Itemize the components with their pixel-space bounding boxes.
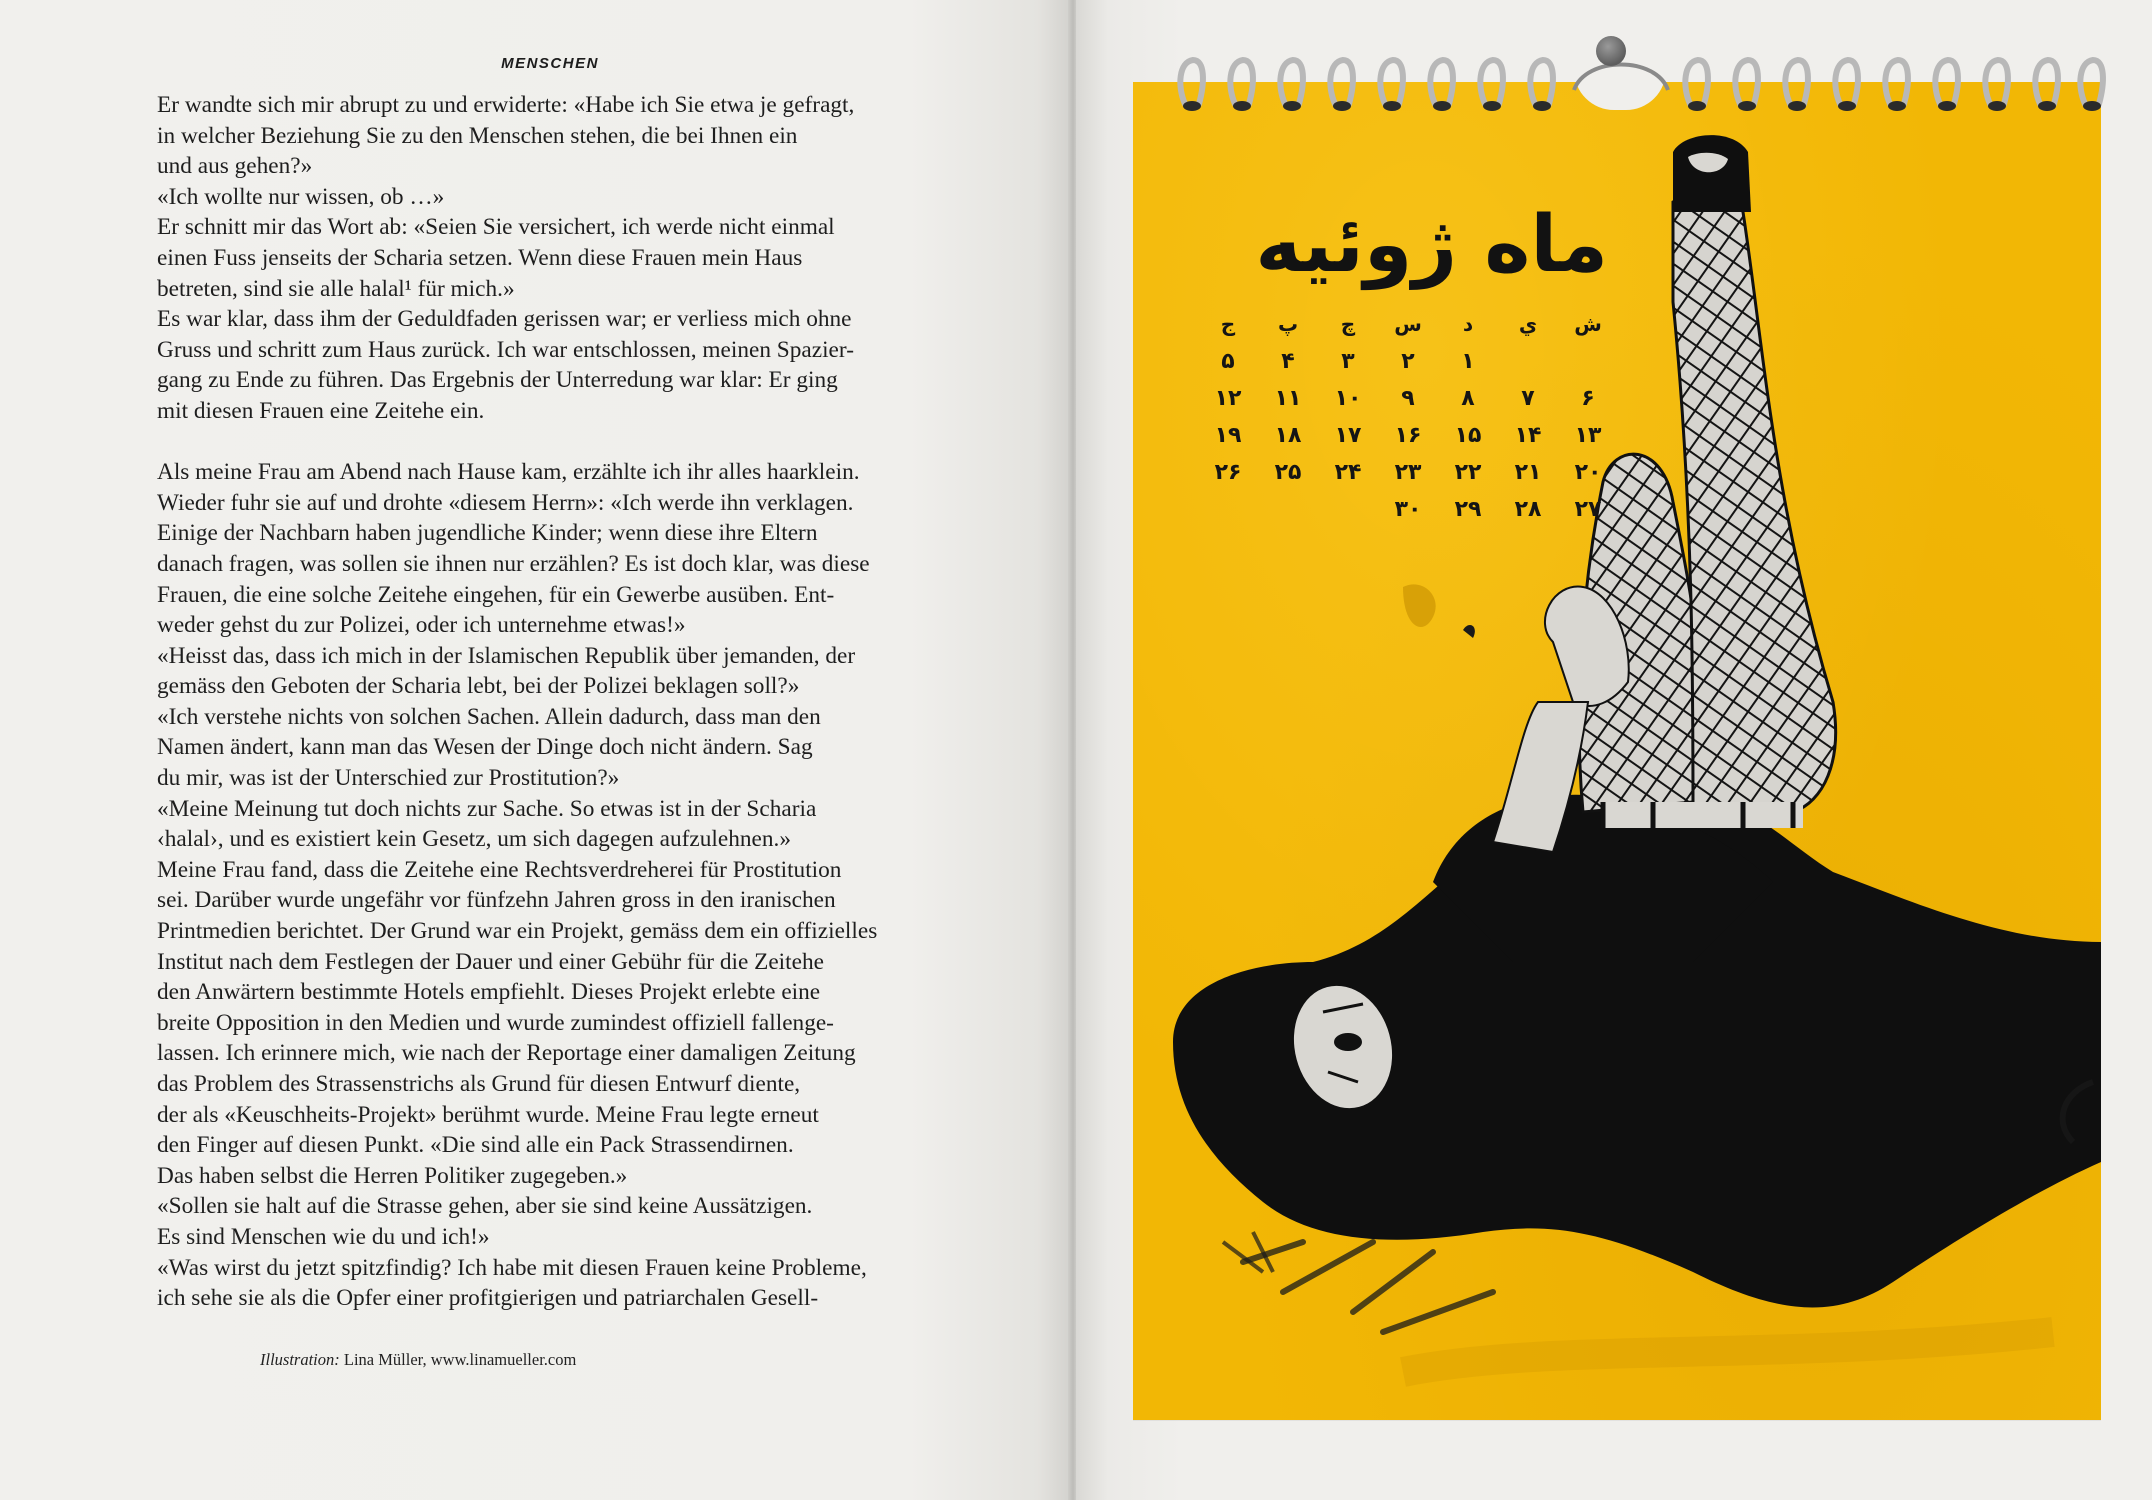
calendar-day: ۲۵ (1274, 460, 1302, 485)
credit-text: Lina Müller, www.linamueller.com (339, 1350, 577, 1369)
text-line: betreten, sind sie alle halal¹ für mich.» (157, 275, 515, 302)
calendar-day: ۱۳ (1574, 423, 1602, 448)
calendar-day (1498, 349, 1558, 386)
calendar-day: ۲۴ (1334, 460, 1362, 485)
text-line: den Finger auf diesen Punkt. «Die sind alle ein Pack Strassendirnen. (157, 1132, 794, 1159)
calendar-day: ۱۴ (1514, 423, 1542, 448)
calendar-day: ۱۷ (1334, 423, 1362, 448)
weekday-header: ي (1518, 312, 1538, 336)
text-line: Namen ändert, kann man das Wesen der Dinge doch nicht ändern. Sag (157, 734, 813, 761)
calendar-day (1198, 497, 1258, 534)
text-line: einen Fuss jenseits der Scharia setzen. Wenn diese Frauen mein Haus (157, 244, 803, 271)
left-page (0, 0, 1070, 1500)
calendar-day: ۲۸ (1514, 497, 1542, 522)
nail-icon (1596, 36, 1626, 66)
text-line: und aus gehen?» (157, 153, 313, 180)
calendar-day: ۲۱ (1514, 460, 1542, 485)
text-line: sei. Darüber wurde ungefähr vor fünfzehn Jahren gross in den iranischen (157, 887, 836, 914)
calendar-day: ۲۲ (1454, 460, 1482, 485)
calendar-day: ۱۵ (1454, 423, 1482, 448)
text-line: «Ich verstehe nichts von solchen Sachen. Allein dadurch, dass man den (157, 703, 821, 730)
calendar-day: ۲۳ (1394, 460, 1422, 485)
section-heading: MENSCHEN (501, 55, 599, 72)
text-line: Institut nach dem Festlegen der Dauer und einer Gebühr für die Zeitehe (157, 948, 824, 975)
calendar-day: ۱۰ (1334, 386, 1362, 411)
calendar-day (1318, 497, 1378, 534)
credit-label: Illustration: (260, 1350, 340, 1369)
text-line: Meine Frau fand, dass die Zeitehe eine Rechtsverdreherei für Prostitution (157, 856, 842, 883)
text-line: Einige der Nachbarn haben jugendliche Kinder; wenn diese ihre Eltern (157, 520, 818, 547)
calendar-day: ۸ (1461, 386, 1475, 411)
illustration-credit (260, 1350, 576, 1370)
calendar-day: ۴ (1281, 349, 1295, 374)
weekday-header-row (1198, 312, 1618, 349)
calendar-week-row (1198, 349, 1618, 386)
calendar-grid (1198, 312, 1618, 534)
calendar-day: ۱۸ (1274, 423, 1302, 448)
text-line: Er wandte sich mir abrupt zu und erwiderte: «Habe ich Sie etwa je gefragt, (157, 92, 855, 118)
text-line: Als meine Frau am Abend nach Hause kam, erzählte ich ihr alles haarklein. (157, 459, 860, 486)
weekday-header: چ (1340, 312, 1356, 336)
text-line: «Sollen sie halt auf die Strasse gehen, aber sie sind keine Aussätzigen. (157, 1193, 813, 1220)
text-line: Gruss und schritt zum Haus zurück. Ich war entschlossen, meinen Spazier- (157, 336, 854, 363)
calendar-day: ۹ (1401, 386, 1415, 411)
text-line: mit diesen Frauen eine Zeitehe ein. (157, 397, 485, 424)
calendar-day: ۵ (1221, 349, 1235, 374)
calendar-day: ۱۹ (1214, 423, 1242, 448)
text-line: gang zu Ende zu führen. Das Ergebnis der Unterredung war klar: Er ging (157, 367, 838, 394)
text-line: in welcher Beziehung Sie zu den Menschen stehen, die bei Ihnen ein (157, 122, 798, 149)
calendar-day: ۳۰ (1394, 497, 1422, 522)
calendar-week-row (1198, 497, 1618, 534)
calendar-day: ۲۶ (1214, 460, 1242, 485)
weekday-header: د (1462, 312, 1474, 336)
calendar-day: ۱۱ (1274, 386, 1302, 411)
calendar-week-row (1198, 423, 1618, 460)
calendar-day: ۲۷ (1574, 497, 1602, 522)
text-line: weder gehst du zur Polizei, oder ich unternehme etwas!» (157, 612, 686, 639)
text-line: Das haben selbst die Herren Politiker zugegeben.» (157, 1162, 628, 1189)
calendar-day: ۲۰ (1574, 460, 1602, 485)
weekday-header: پ (1277, 312, 1299, 336)
text-line: ich sehe sie als die Opfer einer profitgierigen und patriarchalen Gesell- (157, 1285, 819, 1312)
calendar-day: ۷ (1521, 386, 1535, 411)
text-line: Frauen, die eine solche Zeitehe eingehen, für ein Gewerbe ausüben. Ent- (157, 581, 835, 608)
calendar-day: ۳ (1341, 349, 1355, 374)
text-line: du mir, was ist der Unterschied zur Prostitution?» (157, 765, 620, 792)
text-line: der als «Keuschheits-Projekt» berühmt wurde. Meine Frau legte erneut (157, 1101, 819, 1128)
calendar-day: ۱ (1461, 349, 1475, 374)
text-line: gemäss den Geboten der Scharia lebt, bei der Polizei beklagen soll?» (157, 673, 800, 700)
text-line: «Ich wollte nur wissen, ob …» (157, 183, 445, 210)
text-line: das Problem des Strassenstrichs als Grund für diesen Entwurf diente, (157, 1071, 801, 1097)
text-line: ‹halal›, und es existiert kein Gesetz, um sich dagegen aufzulehnen.» (157, 826, 791, 853)
text-line: «Was wirst du jetzt spitzfindig? Ich habe mit diesen Frauen keine Probleme, (157, 1254, 867, 1281)
paragraph-gap (157, 427, 957, 458)
text-line: Printmedien berichtet. Der Grund war ein Projekt, gemäss dem ein offizielles (157, 918, 878, 945)
calendar-day: ۶ (1581, 386, 1595, 411)
text-line: breite Opposition in den Medien und wurde zumindest offiziell fallenge- (157, 1009, 834, 1036)
text-line: Er schnitt mir das Wort ab: «Seien Sie versichert, ich werde nicht einmal (157, 214, 835, 241)
calendar-week-row (1198, 386, 1618, 423)
text-line: Es war klar, dass ihm der Geduldfaden gerissen war; er verliess mich ohne (157, 306, 852, 333)
text-line: danach fragen, was sollen sie ihnen nur erzählen? Es ist doch klar, was diese (157, 550, 870, 577)
calendar-day (1558, 349, 1618, 386)
weekday-header: ش (1574, 312, 1602, 336)
text-line: «Meine Meinung tut doch nichts zur Sache. So etwas ist in der Scharia (157, 795, 817, 822)
weekday-header: س (1394, 312, 1422, 336)
calendar-day: ۲ (1401, 349, 1415, 374)
text-line: den Anwärtern bestimmte Hotels empfiehlt. Dieses Projekt erlebte eine (157, 979, 821, 1006)
calendar-day (1258, 497, 1318, 534)
article-body (157, 90, 957, 1314)
text-line: «Heisst das, dass ich mich in der Islamischen Republik über jemanden, der (157, 642, 856, 669)
text-line: Es sind Menschen wie du und ich!» (157, 1223, 490, 1250)
text-line: lassen. Ich erinnere mich, wie nach der Reportage einer damaligen Zeitung (157, 1040, 856, 1067)
calendar-day: ۱۶ (1394, 423, 1422, 448)
calendar-week-row (1198, 460, 1618, 497)
weekday-header: ج (1220, 312, 1236, 336)
text-line: Wieder fuhr sie auf und drohte «diesem Herrn»: «Ich werde ihn verklagen. (157, 489, 854, 516)
calendar-month-title: ماه ژوئیه (1255, 200, 1608, 290)
calendar-day: ۲۹ (1454, 497, 1482, 522)
calendar-day: ۱۲ (1214, 386, 1242, 411)
